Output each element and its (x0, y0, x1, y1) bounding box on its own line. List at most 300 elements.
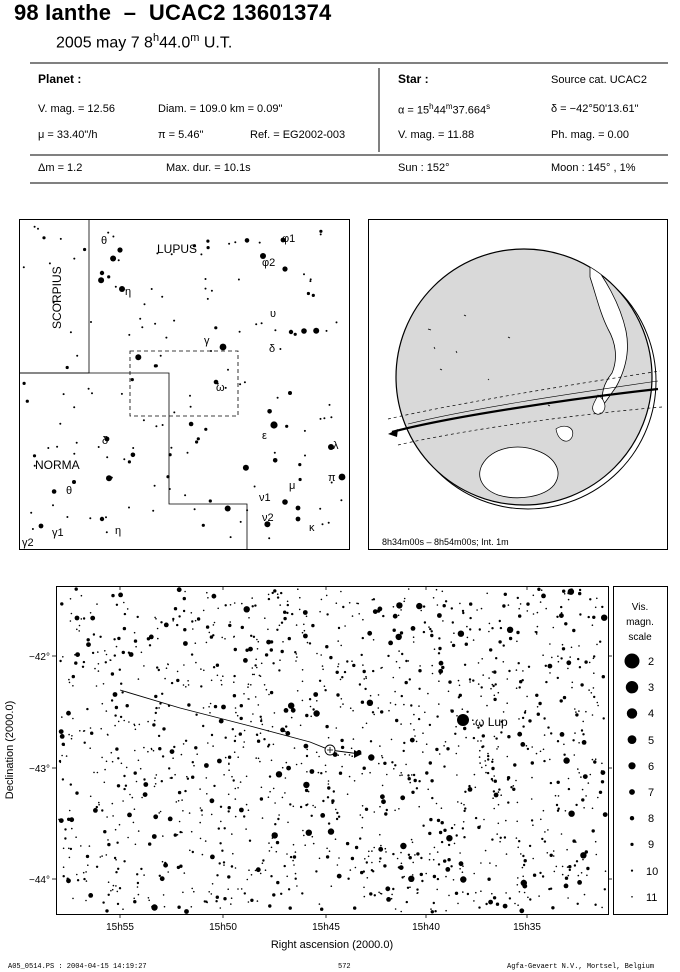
map-star (298, 463, 301, 466)
field-star (81, 618, 83, 620)
field-star (519, 686, 521, 688)
field-star (301, 892, 303, 894)
map-star (89, 517, 91, 519)
field-star (104, 650, 106, 652)
field-star (243, 658, 248, 663)
field-star (160, 876, 165, 881)
field-star (520, 853, 522, 855)
field-star (479, 628, 481, 630)
mag-value-2: 2 (648, 656, 655, 668)
field-star (221, 637, 223, 639)
field-star (488, 677, 490, 679)
field-star (219, 862, 221, 864)
field-star (276, 629, 278, 631)
field-star (601, 763, 603, 765)
field-star (518, 840, 520, 842)
field-star (385, 851, 387, 853)
field-star (231, 776, 233, 778)
map-star (73, 258, 75, 260)
field-star (358, 613, 360, 615)
field-star (381, 799, 386, 804)
field-star (563, 696, 566, 699)
field-star (342, 606, 344, 608)
field-star (533, 874, 536, 877)
field-star (280, 592, 282, 594)
footer-file: A05_0514.PS : 2004-04-15 14:19:27 (8, 963, 147, 971)
field-star (62, 656, 64, 658)
field-star (86, 642, 91, 647)
field-star (493, 775, 495, 777)
bright-map-star (117, 247, 122, 252)
constellation-lupus: LUPUS (157, 242, 198, 256)
map-star (309, 280, 311, 282)
field-star (439, 831, 442, 834)
mag-scale-dot (628, 762, 635, 769)
field-star (203, 610, 205, 612)
field-star (326, 595, 328, 597)
field-star (548, 888, 550, 890)
field-star (394, 810, 396, 812)
field-star (579, 589, 581, 591)
field-star (517, 847, 519, 849)
field-star (486, 705, 488, 707)
field-star (549, 672, 551, 674)
field-star (491, 767, 494, 770)
field-star (586, 875, 588, 877)
field-star (531, 777, 533, 779)
field-star (324, 689, 326, 691)
field-star (379, 861, 381, 863)
field-star (478, 662, 480, 664)
field-star (312, 805, 314, 807)
field-star (250, 899, 253, 902)
field-star (294, 747, 296, 749)
field-star (178, 800, 180, 802)
field-star (401, 653, 403, 655)
field-star (156, 774, 158, 776)
map-star (319, 230, 322, 233)
field-star (400, 723, 402, 725)
field-star (382, 757, 384, 759)
field-star (492, 671, 494, 673)
field-star (443, 859, 446, 862)
field-star (268, 796, 270, 798)
field-star (463, 821, 465, 823)
field-star (362, 805, 364, 807)
field-star (217, 759, 222, 764)
field-star (184, 790, 186, 792)
field-star (224, 827, 226, 829)
field-star (320, 772, 322, 774)
map-star (195, 440, 198, 443)
map-star (98, 277, 104, 283)
map-star (336, 321, 338, 323)
field-star (386, 809, 388, 811)
mag-scale-dot (628, 735, 637, 744)
omega-lup-star (457, 714, 469, 726)
map-star (329, 404, 331, 406)
field-star (595, 607, 597, 609)
map-star (73, 406, 75, 408)
field-star (67, 878, 69, 880)
field-star (210, 798, 215, 803)
field-star (588, 782, 590, 784)
field-star (126, 767, 128, 769)
field-star (237, 787, 239, 789)
field-star (233, 779, 235, 781)
field-star (537, 612, 539, 614)
field-star (316, 700, 318, 702)
star-label-eta-lup: η (125, 286, 132, 298)
field-star (364, 858, 366, 860)
star-chart (0, 580, 680, 972)
field-star (167, 663, 169, 665)
map-star (111, 477, 113, 479)
field-star (336, 671, 339, 674)
field-star (396, 661, 398, 663)
field-star (115, 747, 118, 750)
field-star (329, 656, 332, 659)
field-star (459, 694, 462, 697)
field-star (380, 667, 382, 669)
bright-map-star (100, 271, 104, 275)
field-star (413, 729, 415, 731)
field-star (265, 869, 267, 871)
map-star (132, 447, 134, 449)
field-star (74, 661, 77, 664)
field-star (75, 836, 77, 838)
field-star (117, 868, 119, 870)
field-star (516, 821, 518, 823)
field-star (493, 670, 496, 673)
map-star (161, 296, 163, 298)
field-star (160, 621, 162, 623)
star-label-gamma2-nor: γ2 (22, 537, 34, 549)
field-star (303, 835, 305, 837)
field-star (382, 785, 384, 787)
field-star (542, 654, 544, 656)
field-star (574, 732, 576, 734)
field-star (322, 800, 324, 802)
field-star (272, 592, 274, 594)
field-star (170, 749, 175, 754)
field-star (493, 808, 495, 810)
planet-diam: Diam. = 109.0 km = 0.09" (158, 103, 283, 115)
map-star (326, 330, 328, 332)
field-star (97, 651, 99, 653)
field-star (433, 859, 435, 861)
field-star (90, 616, 95, 621)
field-star (463, 810, 465, 812)
bright-map-star (39, 524, 44, 529)
field-star (195, 642, 197, 644)
field-star (466, 626, 468, 628)
field-star (319, 611, 321, 613)
map-star (131, 378, 134, 381)
field-star (258, 704, 260, 706)
field-star (553, 627, 555, 629)
field-star (72, 685, 74, 687)
field-star (418, 806, 420, 808)
field-star (290, 856, 292, 858)
field-star (203, 707, 205, 709)
field-star (510, 786, 512, 788)
mag-value-3: 3 (648, 682, 655, 694)
field-star (284, 708, 289, 713)
field-star (295, 660, 297, 662)
mag-scale-dot (630, 843, 633, 846)
field-star (495, 683, 497, 685)
field-star (493, 698, 496, 701)
field-star (262, 724, 264, 726)
map-star (313, 328, 319, 334)
field-star (61, 755, 63, 757)
field-star (170, 777, 172, 779)
field-star (517, 732, 522, 737)
field-star (369, 772, 371, 774)
field-star (353, 738, 355, 740)
field-star (382, 615, 384, 617)
field-star (400, 852, 402, 854)
map-star (128, 507, 130, 509)
field-star (224, 638, 226, 640)
map-star (230, 536, 232, 538)
field-star (391, 894, 393, 896)
field-star (223, 774, 225, 776)
field-star (72, 898, 74, 900)
field-star (477, 740, 479, 742)
field-star (147, 721, 149, 723)
field-star (69, 857, 71, 859)
map-star (261, 322, 263, 324)
map-star (273, 458, 278, 463)
map-star (244, 381, 246, 383)
field-star (213, 624, 215, 626)
field-star (414, 779, 417, 782)
map-star (299, 478, 302, 481)
field-star (400, 772, 402, 774)
field-star (507, 778, 509, 780)
field-star (167, 871, 169, 873)
field-star (373, 714, 375, 716)
field-star (448, 895, 450, 897)
field-star (228, 624, 231, 627)
field-star (568, 865, 571, 868)
map-star (320, 233, 322, 235)
field-star (120, 716, 122, 718)
field-star (260, 716, 262, 718)
map-star (320, 418, 322, 420)
field-star (350, 707, 352, 709)
field-star (318, 756, 320, 758)
field-star (93, 633, 95, 635)
field-star (533, 595, 535, 597)
field-star (300, 806, 302, 808)
map-star (267, 409, 272, 414)
map-star (197, 437, 200, 440)
field-star (372, 670, 374, 672)
field-star (548, 664, 553, 669)
field-star (276, 881, 279, 884)
field-star (597, 702, 599, 704)
field-star (475, 892, 477, 894)
field-star (532, 824, 534, 826)
field-star (553, 855, 555, 857)
field-star (117, 784, 120, 787)
field-star (371, 850, 373, 852)
field-star (516, 669, 518, 671)
field-star (565, 810, 567, 812)
field-star (356, 603, 358, 605)
field-star (273, 589, 276, 592)
field-star (296, 653, 298, 655)
star-heading: Star : (398, 72, 429, 86)
field-star (338, 663, 340, 665)
field-star (556, 804, 558, 806)
field-star (231, 897, 233, 899)
field-star (279, 659, 281, 661)
field-star (121, 763, 123, 765)
field-star (136, 873, 138, 875)
field-star (469, 628, 471, 630)
field-star (302, 669, 304, 671)
field-star (503, 644, 505, 646)
field-star (473, 737, 475, 739)
field-star (304, 630, 306, 632)
field-star (564, 622, 567, 625)
field-star (306, 755, 308, 757)
field-star (475, 787, 477, 789)
field-star (277, 593, 279, 595)
mag-value-9: 9 (648, 839, 655, 851)
field-star (247, 879, 249, 881)
field-star (473, 639, 475, 641)
field-star (572, 629, 575, 632)
field-star (244, 730, 246, 732)
field-star (400, 911, 402, 913)
field-star (325, 645, 328, 648)
field-star (310, 716, 312, 718)
field-star (302, 632, 304, 634)
field-star (544, 831, 546, 833)
field-star (303, 782, 309, 788)
field-star (220, 907, 222, 909)
field-star (104, 782, 106, 784)
field-star (114, 654, 116, 656)
star-label-nu1-lup: ν1 (259, 492, 271, 504)
field-star (370, 695, 372, 697)
field-star (416, 741, 418, 743)
field-star (341, 746, 344, 749)
field-star (418, 705, 420, 707)
field-star (500, 794, 502, 796)
field-star (499, 620, 501, 622)
field-star (99, 636, 101, 638)
field-star (108, 881, 110, 883)
field-star (274, 802, 276, 804)
map-star (246, 509, 248, 511)
field-star (201, 814, 203, 816)
field-star (239, 808, 244, 813)
field-star (186, 776, 188, 778)
field-star (413, 714, 415, 716)
field-star (286, 876, 288, 878)
field-star (285, 725, 287, 727)
field-star (399, 865, 404, 870)
field-star (434, 910, 436, 912)
field-star (328, 780, 330, 782)
field-star (264, 684, 266, 686)
field-star (416, 852, 419, 855)
field-star (588, 616, 590, 618)
field-star (458, 631, 464, 637)
field-star (137, 886, 139, 888)
field-star (258, 641, 260, 643)
field-star (250, 684, 252, 686)
field-star (349, 754, 351, 756)
field-star (498, 791, 500, 793)
field-star (306, 830, 312, 836)
field-star (373, 639, 375, 641)
field-star (246, 776, 248, 778)
field-star (185, 740, 187, 742)
map-star (307, 292, 310, 295)
field-star (133, 724, 135, 726)
map-star (210, 350, 212, 352)
field-star (553, 850, 555, 852)
field-star (155, 712, 157, 714)
field-star (70, 848, 72, 850)
field-star (605, 870, 607, 872)
field-star (341, 676, 343, 678)
field-star (381, 755, 383, 757)
field-star (445, 910, 447, 912)
field-star (394, 764, 396, 766)
map-star (83, 248, 86, 251)
field-star (465, 737, 467, 739)
field-star (563, 754, 565, 756)
field-star (601, 615, 607, 621)
field-star (183, 664, 185, 666)
field-star (599, 791, 602, 794)
field-star (191, 653, 193, 655)
field-star (119, 669, 121, 671)
field-star (117, 637, 120, 640)
field-star (469, 681, 471, 683)
field-star (407, 774, 409, 776)
field-star (309, 698, 311, 700)
mag-scale-dot (625, 654, 640, 669)
field-star (248, 698, 250, 700)
field-star (143, 792, 148, 797)
field-star (427, 693, 429, 695)
field-star (582, 859, 584, 861)
field-star (523, 864, 525, 866)
field-star (540, 819, 542, 821)
field-star (143, 778, 145, 780)
map-star (205, 278, 207, 280)
field-star (435, 748, 438, 751)
field-star (168, 767, 170, 769)
field-star (237, 756, 239, 758)
field-star (535, 631, 537, 633)
field-star (414, 854, 416, 856)
field-star (526, 696, 528, 698)
field-star (585, 711, 587, 713)
field-star (135, 646, 137, 648)
field-star (544, 734, 546, 736)
field-star (262, 817, 264, 819)
